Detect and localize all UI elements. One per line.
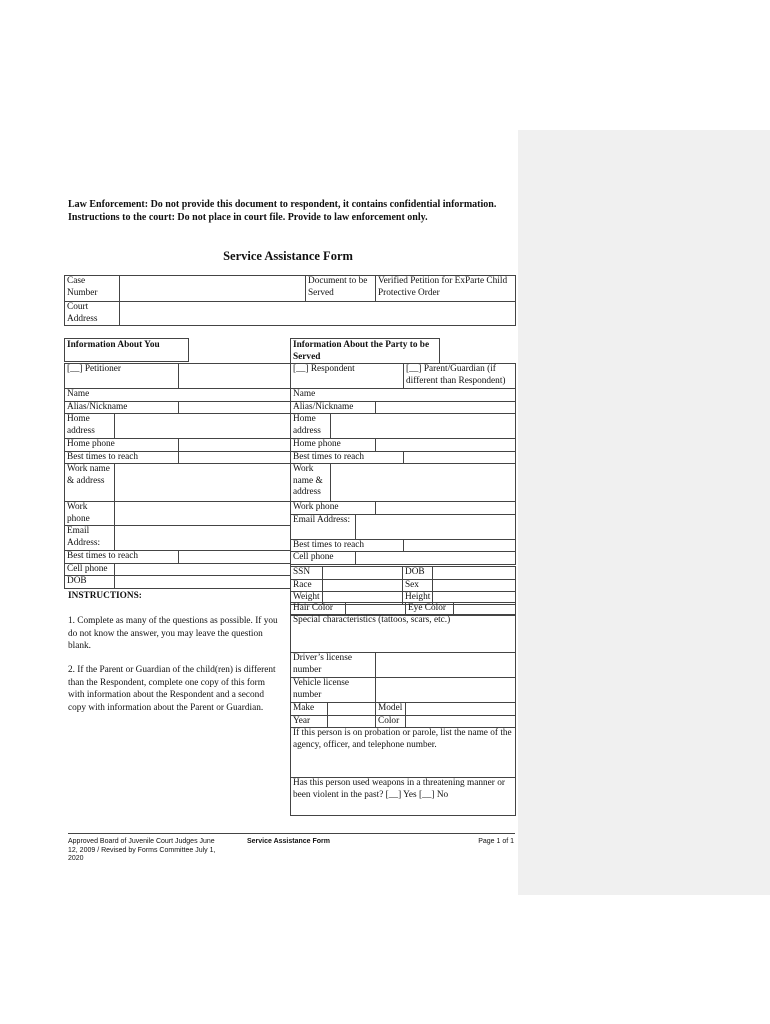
you-work-phone-label: Work phone: [65, 502, 115, 526]
party-vehicle-license-label: Vehicle license number: [291, 678, 376, 703]
you-cell-phone-label: Cell phone: [65, 563, 115, 576]
party-home-phone-label: Home phone: [291, 439, 376, 452]
party-model-field[interactable]: [406, 703, 516, 716]
instruction-item-2: 2. If the Parent or Guardian of the child(ren) is different than the Respondent, complete one copy of this form with information about the Respondent and a second copy with information about the Parent or Guardian.: [68, 665, 276, 713]
document-label: Document to be Served: [306, 276, 376, 302]
party-race-field[interactable]: [323, 579, 403, 592]
party-best-times2-label: Best times to reach: [291, 539, 404, 552]
party-home-address-label: Home address: [291, 414, 331, 439]
you-work-phone-field[interactable]: [115, 502, 291, 526]
party-table: [290, 363, 516, 565]
you-work-address-field[interactable]: [115, 464, 291, 502]
party-year-label: Year: [291, 715, 328, 728]
party-dob-field[interactable]: [433, 567, 516, 580]
party-work-address-field[interactable]: [331, 464, 516, 502]
party-vehicle-license-field[interactable]: [376, 678, 516, 703]
court-instruction: Instructions to the court: Do not place in court file. Provide to law enforcement only.: [68, 211, 428, 223]
you-work-address-label: Work name & address: [65, 464, 115, 502]
party-email-field[interactable]: [356, 514, 516, 539]
court-address-label: Court Address: [65, 302, 120, 326]
guardian-checkbox[interactable]: [__] Parent/Guardian (if different than Respondent): [404, 364, 516, 389]
you-home-phone-field[interactable]: [179, 439, 291, 452]
instruction-item-1: 1. Complete as many of the questions as possible. If you do not know the answer, you may leave the question blank.: [68, 616, 278, 651]
you-table: [64, 363, 291, 589]
party-color-label: Color: [376, 715, 406, 728]
party-name-label: Name: [291, 389, 516, 402]
case-table: [64, 275, 516, 326]
you-email-label: Email Address:: [65, 526, 115, 551]
you-best-times-field[interactable]: [179, 451, 291, 464]
party-eye-color-label: Eye Color: [406, 603, 454, 616]
you-heading: Information About You: [64, 338, 189, 362]
party-weight-label: Weight: [291, 592, 323, 605]
party-heading: Information About the Party to be Served: [290, 338, 440, 364]
party-best-times-label: Best times to reach: [291, 451, 404, 464]
party-home-address-field[interactable]: [331, 414, 516, 439]
party-work-phone-field[interactable]: [376, 502, 516, 515]
you-home-address-field[interactable]: [115, 414, 291, 439]
confidentiality-warning: [68, 199, 498, 224]
party-year-field[interactable]: [328, 715, 376, 728]
party-details-table: [290, 614, 516, 816]
you-best-times2-label: Best times to reach: [65, 551, 179, 564]
you-home-address-label: Home address: [65, 414, 115, 439]
you-alias-label: Alias/Nickname: [65, 401, 179, 414]
party-drivers-license-label: Driver’s license number: [291, 653, 376, 678]
you-cell-phone-field[interactable]: [115, 563, 291, 576]
party-race-label: Race: [291, 579, 323, 592]
party-hair-color-label: Hair Color: [291, 603, 346, 616]
footer-form-name: Service Assistance Form: [247, 838, 331, 845]
you-alias-field[interactable]: [179, 401, 291, 414]
you-home-phone-label: Home phone: [65, 439, 179, 452]
party-probation-question[interactable]: If this person is on probation or parole, list the name of the agency, officer, and telephone number.: [291, 728, 516, 778]
party-make-label: Make: [291, 703, 328, 716]
party-color-field[interactable]: [406, 715, 516, 728]
case-number-field[interactable]: [120, 276, 306, 302]
party-make-field[interactable]: [328, 703, 376, 716]
party-physical-table: [290, 566, 516, 605]
you-dob-field[interactable]: [115, 576, 291, 589]
document-value: Verified Petition for ExParte Child Protective Order: [376, 276, 516, 302]
party-best-times-field[interactable]: [404, 451, 516, 464]
party-drivers-license-field[interactable]: [376, 653, 516, 678]
you-best-times2-field[interactable]: [179, 551, 291, 564]
comment-sidebar: [518, 130, 770, 895]
party-work-phone-label: Work phone: [291, 502, 376, 515]
instructions-heading: INSTRUCTIONS:: [68, 591, 142, 601]
party-cell-phone-label: Cell phone: [291, 552, 356, 565]
court-address-field[interactable]: [120, 302, 516, 326]
party-ssn-label: SSN: [291, 567, 323, 580]
footer-page-number: Page 1 of 1: [478, 838, 514, 845]
case-number-label: Case Number: [65, 276, 120, 302]
you-best-times-label: Best times to reach: [65, 451, 179, 464]
party-sex-field[interactable]: [433, 579, 516, 592]
party-height-label: Height: [403, 592, 433, 605]
petitioner-checkbox[interactable]: [__] Petitioner: [65, 364, 179, 389]
footer-approval: Approved Board of Juvenile Court Judges June 12, 2009 / Revised by Forms Committee July 1, 2020: [68, 838, 216, 862]
party-best-times2-field[interactable]: [404, 539, 516, 552]
party-cell-phone-field[interactable]: [356, 552, 516, 565]
party-sex-label: Sex: [403, 579, 433, 592]
party-home-phone-field[interactable]: [376, 439, 516, 452]
respondent-checkbox[interactable]: [__] Respondent: [291, 364, 404, 389]
party-work-address-label: Work name & address: [291, 464, 331, 502]
party-ssn-field[interactable]: [323, 567, 403, 580]
party-alias-field[interactable]: [376, 401, 516, 414]
party-email-label: Email Address:: [291, 514, 356, 539]
party-special-characteristics[interactable]: Special characteristics (tattoos, scars, etc.): [291, 615, 516, 653]
party-model-label: Model: [376, 703, 406, 716]
party-weapons-question[interactable]: Has this person used weapons in a threatening manner or been violent in the past? [__] Yes [__] No: [291, 778, 516, 816]
party-dob-label: DOB: [403, 567, 433, 580]
party-alias-label: Alias/Nickname: [291, 401, 376, 414]
form-title: Service Assistance Form: [223, 249, 353, 263]
you-name-label: Name: [65, 389, 291, 402]
you-dob-label: DOB: [65, 576, 115, 589]
footer-rule: [68, 833, 515, 834]
law-enforcement-warning: Law Enforcement: Do not provide this document to respondent, it contains confidential information.: [68, 199, 497, 210]
you-email-field[interactable]: [115, 526, 291, 551]
